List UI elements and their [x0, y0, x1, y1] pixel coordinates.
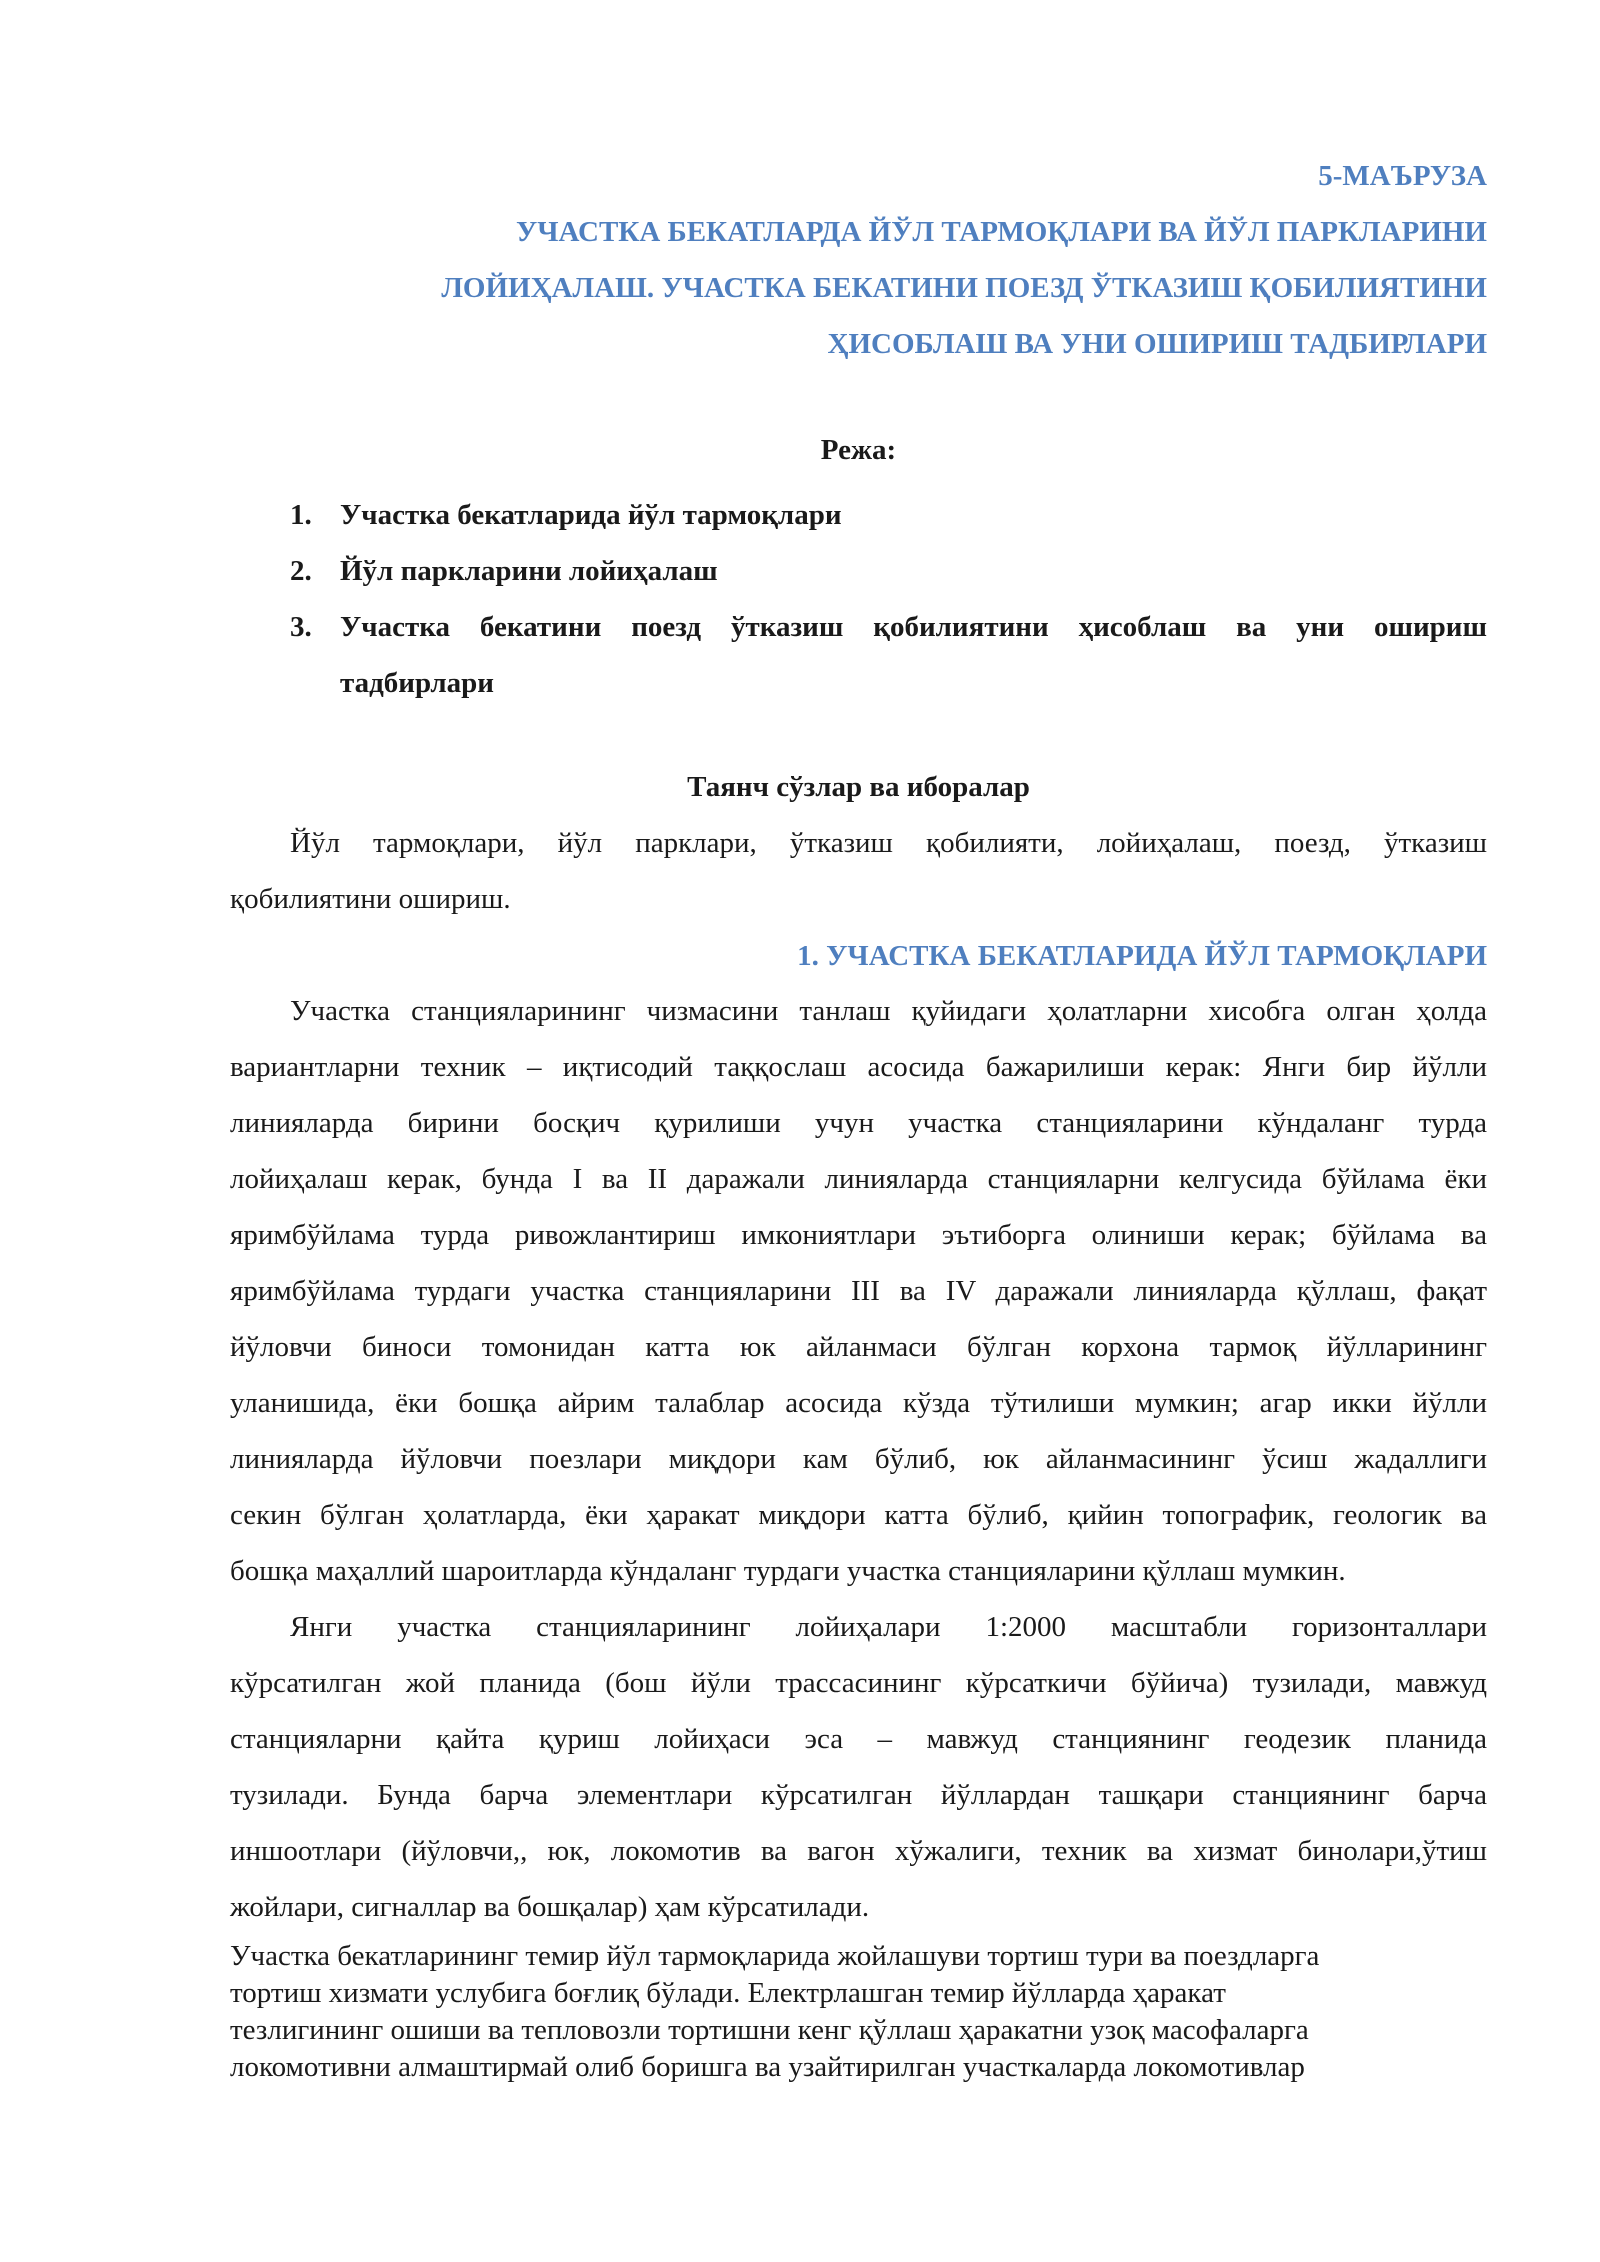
- keywords-paragraph: [230, 815, 1487, 927]
- keywords-title: Таянч сўзлар ва иборалар: [687, 771, 1030, 803]
- plan-item-text: Участка бекатларида йўл тармоқлари: [340, 499, 842, 531]
- paragraph-line: бошқа маҳаллий шароитларда кўндаланг турдаги участка станцияларини қўллаш мумкин.: [230, 1555, 1346, 1587]
- plan-item: [290, 599, 1487, 711]
- paragraph-line: кўрсатилган жой планида (бош йўли трассасининг кўрсаткичи бўйича) тузилади, мавжуд: [230, 1667, 1487, 1699]
- plan-item-text: Йўл паркларини лойиҳалаш: [340, 555, 718, 587]
- plan-item-number: 2.: [290, 555, 312, 587]
- plan-item: [290, 543, 1487, 599]
- lecture-number: 5-МАЪРУЗА: [1318, 160, 1487, 192]
- paragraph-line: яримбўйлама турдаги участка станцияларини III ва IV даражали линияларда қўллаш, фақат: [230, 1275, 1487, 1307]
- section-title: 1. УЧАСТКА БЕКАТЛАРИДА ЙЎЛ ТАРМОҚЛАРИ: [797, 940, 1487, 972]
- plan-title: Режа:: [820, 434, 897, 466]
- lecture-title-line: ЛОЙИҲАЛАШ. УЧАСТКА БЕКАТИНИ ПОЕЗД ЎТКАЗИШ ҚОБИЛИЯТИНИ: [441, 272, 1487, 304]
- paragraph-line: тортиш хизмати услубига боғлиқ бўлади. Електрлашган темир йўлларда ҳаракат: [230, 1977, 1226, 2009]
- lecture-heading: [230, 148, 1487, 372]
- paragraph-line: локомотивни алмаштирмай олиб боришга ва узайтирилган участкаларда локомотивлар: [230, 2051, 1305, 2083]
- body-paragraph: [230, 983, 1487, 1599]
- paragraph-line: уланишида, ёки бошқа айрим талаблар асосида кўзда тўтилиши мумкин; агар икки йўлли: [230, 1387, 1487, 1419]
- body-paragraph: [230, 1599, 1487, 1935]
- keywords-line: Йўл тармоқлари, йўл парклари, ўтказиш қобилияти, лойиҳалаш, поезд, ўтказиш: [290, 827, 1487, 859]
- paragraph-line: Янги участка станцияларининг лойиҳалари 1:2000 масштабли горизонталлари: [290, 1611, 1487, 1643]
- paragraph-line: яримбўйлама турда ривожлантириш имкониятлари эътиборга олиниши керак; бўйлама ва: [230, 1219, 1487, 1251]
- paragraph-line: иншоотлари (йўловчи,, юк, локомотив ва вагон хўжалиги, техник ва хизмат бинолари,ўтиш: [230, 1835, 1487, 1867]
- body-paragraph: [230, 1938, 1487, 2086]
- plan-item-text: Участка бекатини поезд ўтказиш қобилиятини ҳисоблаш ва уни ошириш: [340, 611, 1487, 643]
- paragraph-line: линияларда йўловчи поезлари миқдори кам бўлиб, юк айланмасининг ўсиш жадаллиги: [230, 1443, 1487, 1475]
- lecture-title-line: ҲИСОБЛАШ ВА УНИ ОШИРИШ ТАДБИРЛАРИ: [827, 328, 1487, 360]
- keywords-line: қобилиятини ошириш.: [230, 883, 511, 915]
- paragraph-line: тузилади. Бунда барча элементлари кўрсатилган йўллардан ташқари станциянинг барча: [230, 1779, 1487, 1811]
- paragraph-line: тезлигининг ошиши ва тепловозли тортишни кенг қўллаш ҳаракатни узоқ масофаларга: [230, 2014, 1309, 2046]
- paragraph-line: станцияларни қайта қуриш лойиҳаси эса – мавжуд станциянинг геодезик планида: [230, 1723, 1487, 1755]
- plan-item-text-continued: тадбирлари: [340, 667, 494, 699]
- paragraph-line: вариантларни техник – иқтисодий таққослаш асосида бажарилиши керак: Янги бир йўлли: [230, 1051, 1487, 1083]
- paragraph-line: секин бўлган ҳолатларда, ёки ҳаракат миқдори катта бўлиб, қийин топографик, геологик ва: [230, 1499, 1487, 1531]
- plan-item-number: 3.: [290, 611, 312, 643]
- plan-list: [290, 487, 1487, 711]
- paragraph-line: Участка бекатларининг темир йўл тармоқларида жойлашуви тортиш тури ва поездларга: [230, 1940, 1320, 1972]
- plan-item: [290, 487, 1487, 543]
- paragraph-line: жойлари, сигналлар ва бошқалар) ҳам кўрсатилади.: [230, 1891, 870, 1923]
- paragraph-line: йўловчи биноси томонидан катта юк айланмаси бўлган корхона тармоқ йўлларининг: [230, 1331, 1487, 1363]
- paragraph-line: Участка станцияларининг чизмасини танлаш қуйидаги ҳолатларни хисобга олган ҳолда: [290, 995, 1487, 1027]
- paragraph-line: линияларда бирини босқич қурилиши учун участка станцияларини кўндаланг турда: [230, 1107, 1487, 1139]
- paragraph-line: лойиҳалаш керак, бунда I ва II даражали линияларда станцияларни келгусида бўйлама ёки: [230, 1163, 1487, 1195]
- lecture-title-line: УЧАСТКА БЕКАТЛАРДА ЙЎЛ ТАРМОҚЛАРИ ВА ЙЎЛ ПАРКЛАРИНИ: [515, 216, 1487, 248]
- plan-item-number: 1.: [290, 499, 312, 531]
